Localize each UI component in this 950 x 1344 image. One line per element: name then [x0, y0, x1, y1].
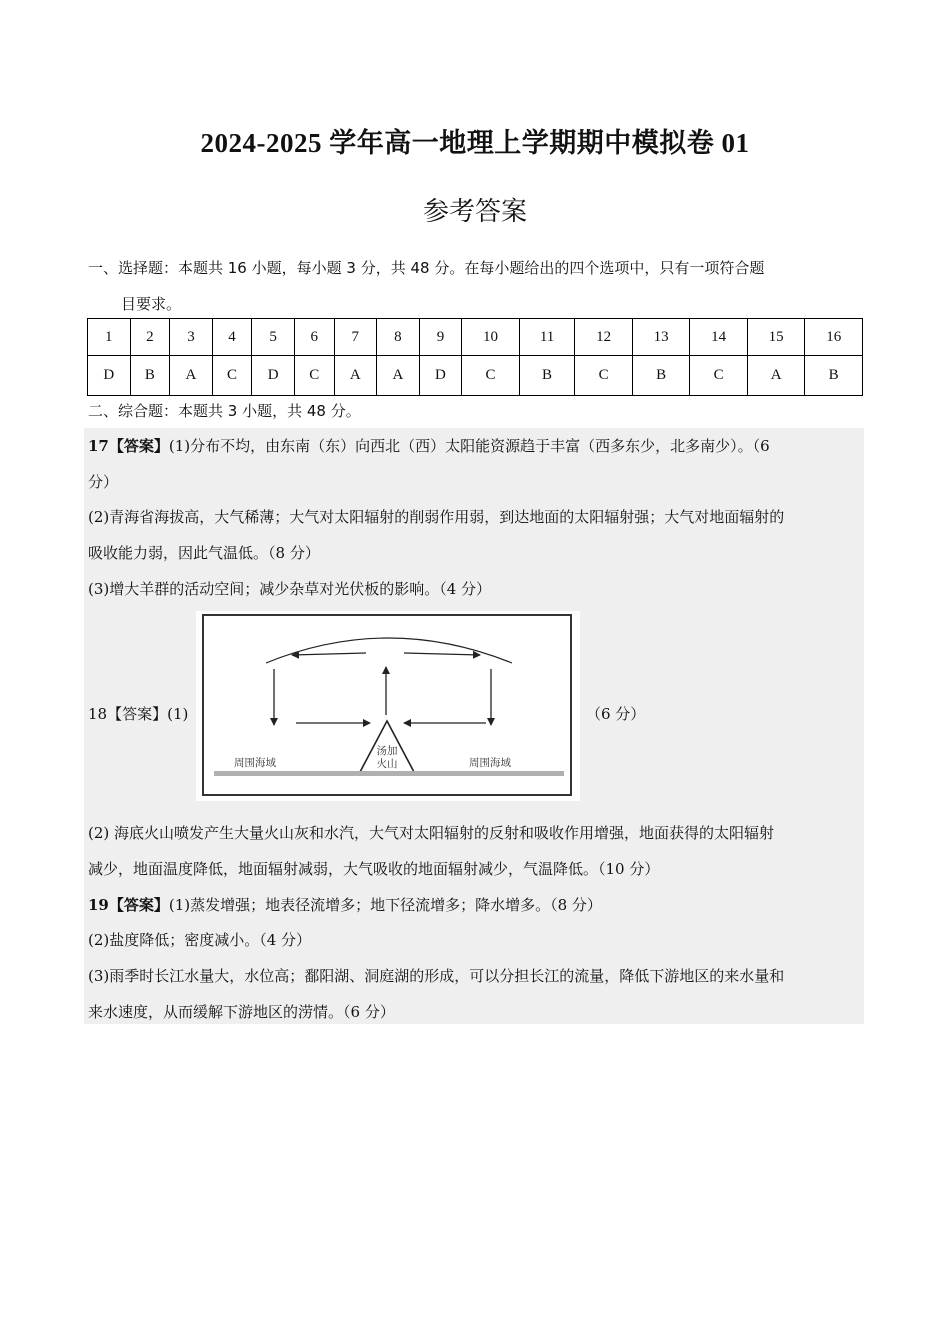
q17-p2b: 吸收能力弱，因此气温低。（8 分）	[88, 544, 320, 562]
question-number: 5	[252, 319, 295, 356]
q19-text-1: (1)蒸发增强；地表径流增多；地下径流增多；降水增多。（8 分）	[168, 896, 602, 914]
volcano-label-line1: 汤加	[376, 745, 398, 757]
answer-cell: C	[294, 356, 334, 396]
section-choice-line2: 目要求。	[121, 295, 182, 313]
question-number: 10	[462, 319, 520, 356]
q19-p2: (2)盐度降低；密度减小。（4 分）	[88, 931, 312, 949]
section-choice-heading	[88, 250, 866, 322]
answer-cell: C	[212, 356, 252, 396]
q17-p1b: 分）	[88, 473, 119, 491]
q18-p2a: (2) 海底火山喷发产生大量火山灰和水汽，大气对太阳辐射的反射和吸收作用增强，地面获得的太阳辐射	[88, 824, 775, 842]
answer-cell: A	[377, 356, 420, 396]
q17-p2a: (2)青海省海拔高，大气稀薄；大气对太阳辐射的削弱作用弱，到达地面的太阳辐射强；大气对地面辐射的	[88, 508, 785, 526]
ground-bar	[214, 771, 564, 776]
question-number: 6	[294, 319, 334, 356]
question-number: 11	[519, 319, 575, 356]
answer-cell: C	[690, 356, 748, 396]
circulation-diagram-svg	[196, 611, 580, 801]
q17-p3: (3)增大羊群的活动空间；减少杂草对光伏板的影响。（4 分）	[88, 580, 492, 598]
question-number: 7	[334, 319, 377, 356]
question-number: 3	[170, 319, 213, 356]
q19-p3a: (3)雨季时长江水量大，水位高；鄱阳湖、洞庭湖的形成，可以分担长江的流量，降低下游地区的来水量和	[88, 967, 785, 985]
q18-label: 18【答案】(1)	[88, 705, 189, 723]
answer-cell: A	[170, 356, 213, 396]
q17-text-1a: (1)分布不均，由东南（东）向西北（西）太阳能资源趋于丰富（西多东少，北多南少）。（6	[168, 437, 770, 455]
answer-cell: B	[130, 356, 170, 396]
answer-cell: D	[419, 356, 462, 396]
right-sea-label: 周围海域	[469, 757, 511, 769]
question-number: 14	[690, 319, 748, 356]
question-number: 9	[419, 319, 462, 356]
answer-cell: D	[88, 356, 131, 396]
q19-p3b: 来水速度，从而缓解下游地区的涝情。（6 分）	[88, 1003, 395, 1021]
question-number: 1	[88, 319, 131, 356]
section-comprehensive-heading: 二、综合题：本题共 3 小题，共 48 分。	[88, 402, 361, 420]
q17-label: 17【答案】	[88, 437, 169, 455]
circulation-diagram	[196, 611, 580, 801]
question-number: 15	[747, 319, 805, 356]
page-title: 2024-2025 学年高一地理上学期期中模拟卷 01	[200, 128, 750, 158]
answer-cell: C	[575, 356, 633, 396]
question-number: 12	[575, 319, 633, 356]
q18-points: （6 分）	[586, 705, 646, 723]
answer-table-answer-row	[88, 356, 863, 396]
q17-p1a	[88, 428, 862, 464]
answer-cell: B	[519, 356, 575, 396]
answer-cell: B	[632, 356, 690, 396]
question-number: 4	[212, 319, 252, 356]
question-number: 16	[805, 319, 863, 356]
answer-cell: C	[462, 356, 520, 396]
q19-p1	[88, 887, 862, 923]
answer-cell: B	[805, 356, 863, 396]
question-number: 13	[632, 319, 690, 356]
question-number: 8	[377, 319, 420, 356]
volcano-label-line2: 火山	[376, 758, 398, 770]
answer-table-number-row	[88, 319, 863, 356]
q18-p2b: 减少，地面温度降低，地面辐射减弱，大气吸收的地面辐射减少，气温降低。（10 分）	[88, 860, 660, 878]
answer-cell: D	[252, 356, 295, 396]
answer-cell: A	[747, 356, 805, 396]
page-subtitle: 参考答案	[422, 197, 527, 227]
question-number: 2	[130, 319, 170, 356]
q19-label: 19【答案】	[88, 896, 169, 914]
answer-cell: A	[334, 356, 377, 396]
section-choice-line1: 一、选择题：本题共 16 小题，每小题 3 分，共 48 分。在每小题给出的四个选项中，只有一项符合题	[88, 259, 765, 277]
left-sea-label: 周围海域	[234, 757, 276, 769]
answer-table	[87, 318, 863, 396]
